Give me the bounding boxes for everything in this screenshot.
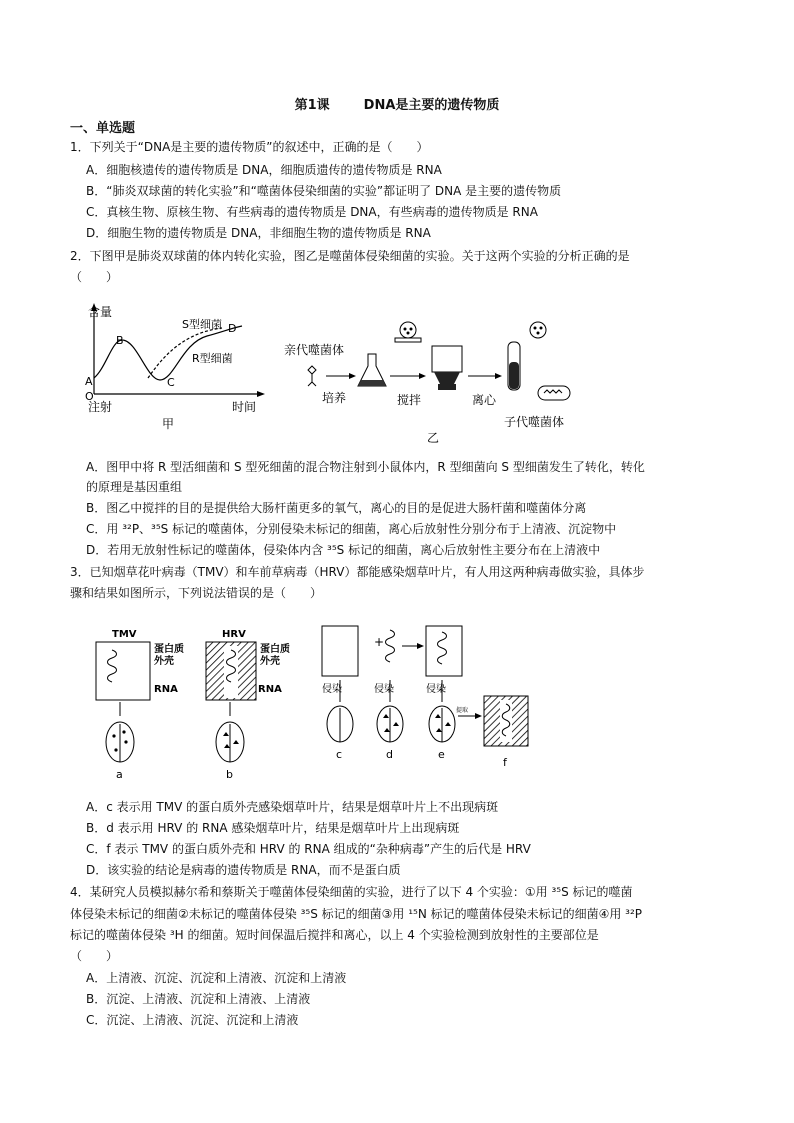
q4-option-a: A．上清液、沉淀、沉淀和上清液、沉淀和上清液 (86, 971, 347, 985)
yi-stir-label: 搅拌 (397, 393, 422, 407)
leaf-icon-a (106, 722, 134, 762)
figure-yi (282, 316, 602, 446)
jia-ylabel: 含量 (88, 305, 113, 319)
leaf-icon-d (377, 706, 403, 742)
q4-option-c: C．沉淀、上清液、沉淀、沉淀和上清液 (86, 1013, 299, 1027)
q3-option-c: C．f 表示 TMV 的蛋白质外壳和 HRV 的 RNA 组成的“杂种病毒”产生的后代是 HRV (86, 842, 531, 856)
jia-origin: O (85, 390, 94, 403)
q2-option-a-cont: 的原理是基因重组 (86, 480, 183, 494)
q3-stem-line1: 3．已知烟草花叶病毒（TMV）和车前草病毒（HRV）都能感染烟草叶片，有人用这两种病毒做实验，具体步 (70, 565, 645, 579)
hybrid-shell-e (426, 626, 462, 676)
tmv-rna-coil (108, 650, 117, 682)
infect-label-d: 侵染 (374, 684, 394, 695)
label-b: b (226, 768, 233, 781)
q3-stem-line2: 骤和结果如图所示，下列说法错误的是（ ） (70, 586, 323, 600)
flask-icon (358, 354, 386, 386)
leaf-icon-c (327, 706, 353, 742)
q4-option-b: B．沉淀、上清液、沉淀和上清液、上清液 (86, 992, 311, 1006)
label-c: c (336, 748, 343, 761)
q2-stem-line2: （ ） (70, 270, 119, 284)
q4-stem-line4: （ ） (70, 949, 119, 963)
offspring-plate-icon (530, 322, 546, 338)
empty-shell-c (322, 626, 358, 676)
q1-option-c: C．真核生物、原核生物、有些病毒的遗传物质是 DNA，有些病毒的遗传物质是 RNA (86, 205, 538, 219)
leaf-icon-b (216, 722, 244, 762)
q1-option-d: D．细胞生物的遗传物质是 DNA，非细胞生物的遗传物质是 RNA (86, 226, 431, 240)
jia-inject-label: 注射 (88, 400, 113, 414)
hrv-protein-line1: 蛋白质 (260, 644, 290, 655)
hrv-protein-line2: 外壳 (260, 656, 280, 667)
hrv-rna-label: RNA (258, 684, 282, 695)
infect-label-e: 侵染 (426, 684, 446, 695)
yi-offspring-label: 子代噬菌体 (504, 415, 565, 429)
tmv-label: TMV (112, 629, 137, 640)
jia-s-label: S型细菌 (182, 318, 222, 331)
q2-option-a: A．图甲中将 R 型活细菌和 S 型死细菌的混合物注射到小鼠体内，R 型细菌向 S 型细菌发生了转化，转化 (86, 460, 645, 474)
label-f: f (503, 756, 507, 769)
lesson-number: 第1课 (294, 98, 330, 113)
tmv-rna-label: RNA (154, 684, 178, 695)
tmv-protein-line2: 外壳 (154, 656, 174, 667)
yi-culture-label: 培养 (322, 391, 347, 405)
phage-icon (308, 366, 316, 386)
tube-icon (508, 342, 520, 390)
q2-option-c: C．用 ³²P、³⁵S 标记的噬菌体，分别侵染未标记的细菌，离心后放射性分别分布于上清液、沉淀物中 (86, 522, 617, 536)
section-heading: 一、单选题 (70, 121, 136, 136)
q3-option-a: A．c 表示用 TMV 的蛋白质外壳感染烟草叶片，结果是烟草叶片上不出现病斑 (86, 800, 499, 814)
infect-label-c: 侵染 (322, 684, 342, 695)
jia-point-b: B (116, 334, 124, 347)
q1-stem: 1．下列关于“DNA是主要的遗传物质”的叙述中，正确的是（ ） (70, 140, 429, 154)
page-title (0, 94, 794, 113)
q4-stem-line3: 标记的噬菌体侵染 ³H 的细菌。短时间保温后搅拌和离心，以上 4 个实验检测到放射性的主要部位是 (70, 928, 599, 942)
q3-option-d: D．该实验的结论是病毒的遗传物质是 RNA，而不是蛋白质 (86, 863, 401, 877)
q1-option-b: B．“肺炎双球菌的转化实验”和“噬菌体侵染细菌的实验”都证明了 DNA 是主要的遗传物质 (86, 184, 562, 198)
leaf-icon-e (429, 706, 455, 742)
q4-stem-line1: 4．某研究人员模拟赫尔希和蔡斯关于噬菌体侵染细菌的实验，进行了以下 4 个实验：①用 ³⁵S 标记的噬菌 (70, 885, 633, 899)
bacterium-icon (538, 386, 570, 400)
blender-icon (432, 346, 462, 390)
lesson-title: DNA是主要的遗传物质 (363, 98, 500, 113)
q2-option-b: B．图乙中搅拌的目的是提供给大肠杆菌更多的氧气，离心的目的是促进大肠杆菌和噬菌体分离 (86, 501, 587, 515)
figure-q3 (90, 616, 550, 786)
figure-jia (82, 298, 272, 438)
jia-point-d: D (228, 322, 237, 335)
tmv-shell (96, 642, 150, 700)
label-e: e (438, 748, 445, 761)
q2-stem-line1: 2．下图甲是肺炎双球菌的体内转化实验，图乙是噬菌体侵染细菌的实验。关于这两个实验的分析正确的是 (70, 249, 630, 263)
label-d: d (386, 748, 393, 761)
q3-option-b: B．d 表示用 HRV 的 RNA 感染烟草叶片，结果是烟草叶片上出现病斑 (86, 821, 460, 835)
rna-coil-d (386, 630, 395, 662)
extract-label: 提取 (456, 707, 469, 714)
q2-option-d: D．若用无放射性标记的噬菌体，侵染体内含 ³⁵S 标记的细菌，离心后放射性主要分布在上清液中 (86, 543, 601, 557)
plus-sign: + (374, 635, 385, 649)
yi-parent-phage: 亲代噬菌体 (284, 343, 345, 357)
yi-caption: 乙 (427, 431, 440, 445)
q1-option-a: A．细胞核遗传的遗传物质是 DNA，细胞质遗传的遗传物质是 RNA (86, 163, 442, 177)
q4-stem-line2: 体侵染未标记的细菌②未标记的噬菌体侵染 ³⁵S 标记的细菌③用 ¹⁵N 标记的噬菌体侵染未标记的细菌④用 ³²P (70, 907, 643, 921)
tmv-protein-line1: 蛋白质 (154, 644, 184, 655)
yi-centrifuge-label: 离心 (472, 393, 497, 407)
jia-r-label: R型细菌 (192, 352, 233, 365)
jia-point-c: C (167, 376, 175, 389)
jia-caption: 甲 (162, 417, 175, 431)
hrv-label: HRV (222, 629, 246, 640)
jia-point-a: A (85, 375, 93, 388)
jia-xlabel: 时间 (232, 400, 257, 414)
label-a: a (116, 768, 123, 781)
plate-icon (395, 322, 421, 342)
